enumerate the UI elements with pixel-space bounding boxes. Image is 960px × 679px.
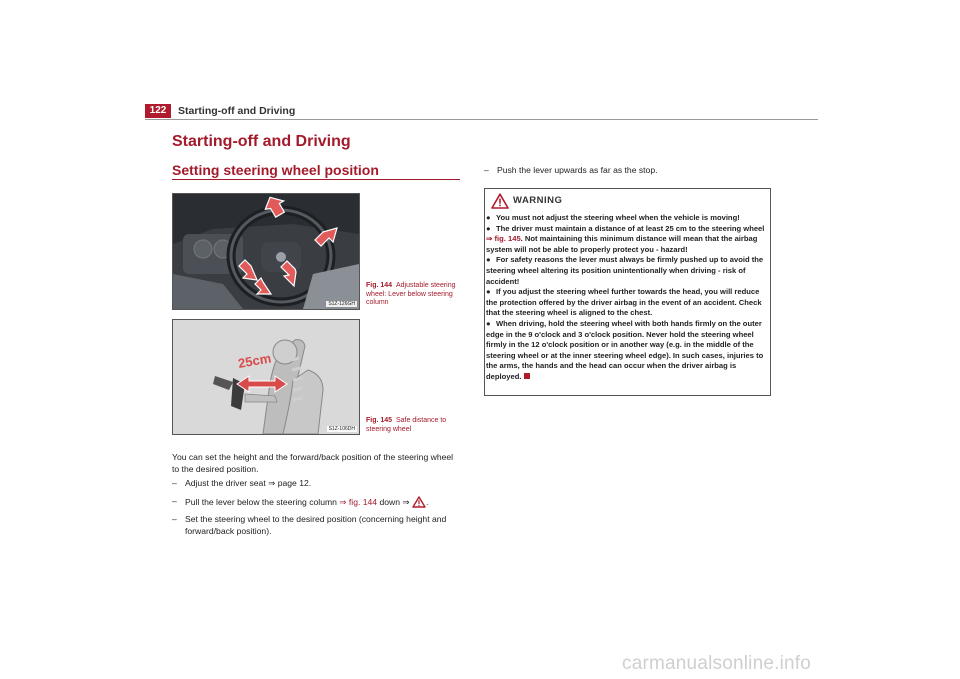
warning-text: You must not adjust the steering wheel when the vehicle is moving! bbox=[496, 213, 740, 222]
warning-item bbox=[486, 287, 769, 319]
header-rule bbox=[145, 119, 818, 120]
figure-reference-link[interactable]: fig. 145 bbox=[494, 234, 521, 244]
step-adjust-seat bbox=[172, 478, 464, 490]
warning-triangle-icon bbox=[491, 193, 509, 209]
watermark: carmanualsonline.info bbox=[622, 653, 812, 674]
warning-text: When driving, hold the steering wheel with both hands firmly on the outer edge in the 9 o'clock and 3 o'clock position. Never hold the steering wheel firmly in the 12 o'clock position or in another way (e.g. in the middle of the steering wheel or at the inner steering wheel edge). In such cases, injuries to the arms, the hands and the head can occur when the driver airbag is deployed. bbox=[486, 318, 764, 381]
arrow-icon: ⇒ bbox=[486, 234, 493, 244]
bullet: ● bbox=[486, 287, 491, 297]
arrow-icon: ⇒ bbox=[268, 478, 276, 488]
caption-label: Fig. 145 bbox=[366, 417, 393, 424]
section-title: Setting steering wheel position bbox=[172, 162, 379, 178]
warning-title: WARNING bbox=[513, 195, 563, 206]
warning-text: For safety reasons the lever must always be firmly pushed up to avoid the steering wheel altering its position unintentionally when driving - risk of accident! bbox=[486, 255, 764, 286]
bullet: ● bbox=[486, 255, 491, 265]
step-body: Pull the lever below the steering column bbox=[185, 496, 340, 507]
warning-list bbox=[486, 213, 769, 383]
warning-item bbox=[486, 224, 769, 256]
page-number: 122 bbox=[145, 104, 171, 118]
figure-145-caption bbox=[366, 417, 466, 434]
figure-reference-link[interactable]: fig. 144 bbox=[348, 496, 378, 507]
figure-145-safe-distance-illustration bbox=[172, 319, 360, 435]
instruction-steps bbox=[172, 478, 464, 543]
warning-text: The driver must maintain a distance of at least 25 cm to the steering wheel bbox=[496, 223, 765, 233]
end-of-section-mark bbox=[524, 373, 530, 379]
warning-triangle-icon[interactable] bbox=[412, 496, 429, 508]
step-text bbox=[185, 478, 464, 490]
step-text: Set the steering wheel to the desired position (concerning height and forward/back position). bbox=[185, 514, 447, 536]
bullet: ● bbox=[486, 318, 491, 328]
warning-text: . Not maintaining this minimum distance will mean that the airbag system will not be able to properly protect you - hazard! bbox=[486, 234, 758, 254]
running-head: Starting-off and Driving bbox=[178, 105, 296, 117]
step-dash: – bbox=[172, 514, 177, 524]
figure-code: S1Z-126GH bbox=[328, 301, 355, 307]
driver-distance-illustration bbox=[173, 320, 359, 434]
caption-text: Adjustable steering wheel: Lever below steering column bbox=[366, 282, 456, 306]
step-push-lever bbox=[484, 165, 774, 177]
chapter-title: Starting-off and Driving bbox=[172, 133, 351, 150]
step-dash: – bbox=[172, 495, 177, 506]
warning-item bbox=[486, 255, 769, 287]
steering-wheel-illustration bbox=[173, 194, 359, 309]
warning-text: If you adjust the steering wheel further towards the head, you will reduce the protection offered by the driver airbag in the event of an accident. Check that the steering wheel is aligned to the chest. bbox=[486, 287, 762, 318]
step-body: down bbox=[377, 496, 403, 507]
step-pull-lever bbox=[172, 496, 464, 509]
figure-code: S1Z-106DH bbox=[328, 426, 355, 432]
distance-label: 25cm bbox=[236, 350, 273, 371]
arrow-icon: ⇒ bbox=[339, 496, 347, 507]
intro-paragraph: You can set the height and the forward/back position of the steering wheel to the desired position. bbox=[172, 452, 454, 474]
step-body: Adjust the driver seat bbox=[185, 478, 269, 488]
step-dash: – bbox=[172, 478, 177, 488]
caption-label: Fig. 144 bbox=[366, 282, 393, 289]
step-dash: – bbox=[484, 165, 489, 175]
bullet: ● bbox=[486, 223, 491, 233]
figure-144-caption bbox=[366, 282, 466, 308]
step-text bbox=[185, 496, 464, 509]
caption-text: Safe distance to steering wheel bbox=[366, 417, 447, 433]
warning-item bbox=[486, 213, 769, 224]
step-set-wheel bbox=[172, 514, 464, 537]
bullet: ● bbox=[486, 213, 491, 222]
step-end: . bbox=[426, 496, 429, 507]
page-reference-link[interactable]: page 12 bbox=[277, 478, 309, 488]
step-text: Push the lever upwards as far as the stop. bbox=[497, 165, 658, 175]
arrow-icon: ⇒ bbox=[402, 496, 410, 507]
section-rule bbox=[172, 179, 460, 180]
figure-144-steering-lever-photo bbox=[172, 193, 360, 310]
warning-item bbox=[486, 319, 769, 383]
step-end: . bbox=[308, 478, 312, 488]
